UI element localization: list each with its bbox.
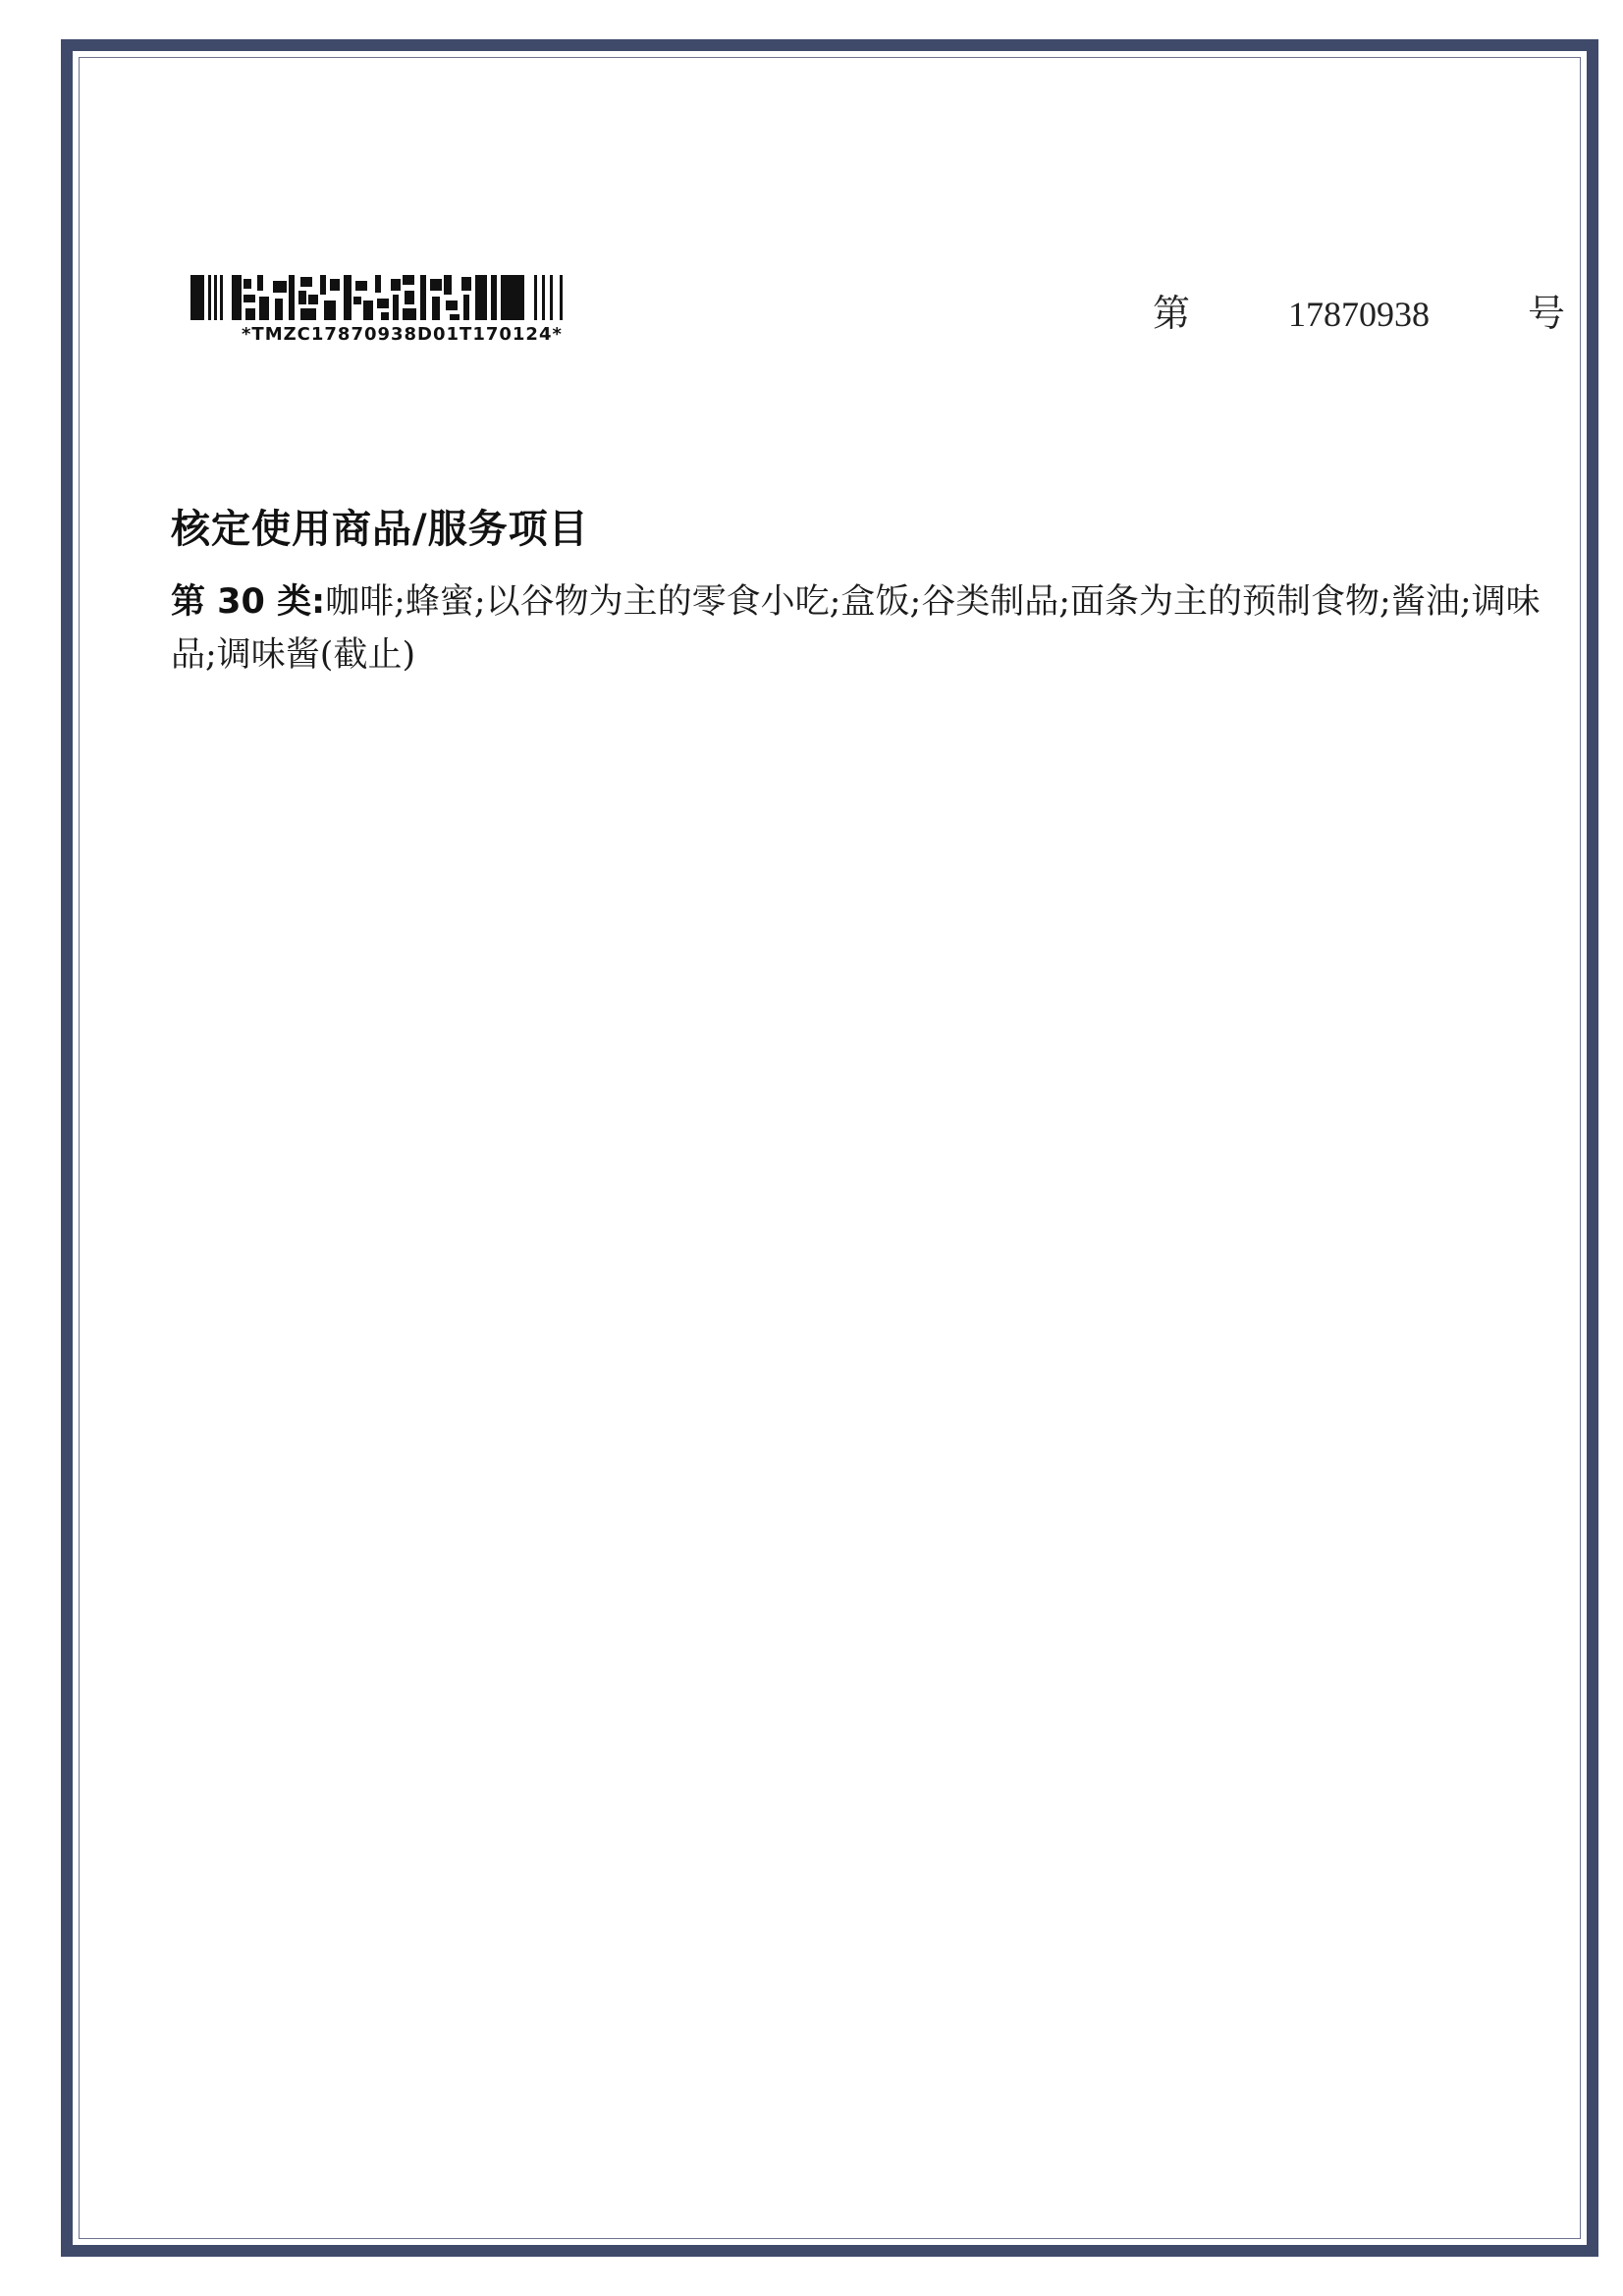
barcode-code-text: *TMZC17870938D01T170124* [242, 324, 563, 345]
registration-suffix: 号 [1527, 292, 1565, 335]
barcode-image [190, 275, 575, 320]
goods-class-label: 第 30 类: [171, 582, 326, 622]
registration-prefix: 第 [1153, 292, 1191, 335]
goods-items-text: 咖啡;蜂蜜;以谷物为主的零食小吃;盒饭;谷类制品;面条为主的预制食物;酱油;调味品;调味酱(截止) [171, 582, 1541, 675]
goods-services-list [171, 575, 1565, 682]
registration-number-value: 17870938 [1288, 295, 1430, 334]
registration-number [1153, 283, 1565, 337]
barcode-block [190, 275, 583, 345]
document-page-frame [61, 39, 1598, 2257]
section-title: 核定使用商品/服务项目 [171, 507, 589, 552]
